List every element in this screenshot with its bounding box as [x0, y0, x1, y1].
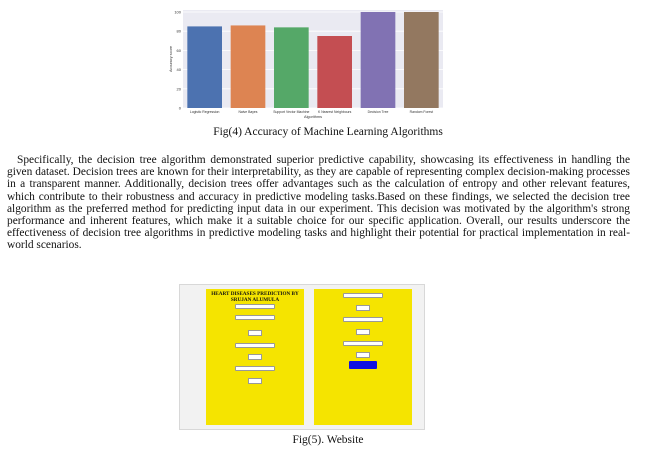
- website-field-label: [317, 337, 409, 340]
- website-predict-button: [349, 361, 377, 369]
- website-title: HEART DISEASES PREDICTION BY SRUJAN ALUMULA: [211, 291, 299, 303]
- y-axis-label: Accuracy score: [169, 46, 173, 72]
- website-fbs-input: [235, 366, 275, 371]
- x-tick-label: Logistic Regression: [189, 110, 220, 114]
- bar: [187, 26, 222, 108]
- website-field-label: [209, 373, 301, 376]
- bar: [231, 25, 266, 108]
- website-form-panel-right: [314, 289, 412, 425]
- y-tick-label: 80: [176, 28, 181, 34]
- website-field-label: [209, 311, 301, 314]
- x-tick-label: Support Vector Machine: [273, 110, 310, 114]
- website-ca-input: [343, 341, 383, 346]
- x-tick-label: Decision Tree: [367, 110, 389, 114]
- website-exang-select: [356, 305, 370, 311]
- y-tick-label: 60: [176, 47, 181, 53]
- y-tick-label: 0: [178, 105, 181, 111]
- website-age-input: [235, 304, 275, 309]
- website-bp-input: [235, 343, 275, 348]
- website-sex-input: [235, 315, 275, 320]
- website-field-label: [209, 350, 301, 353]
- website-screenshot: [179, 284, 425, 430]
- website-cp-select: [248, 330, 262, 336]
- website-form-panel-left: [206, 289, 304, 425]
- y-tick-label: 20: [176, 86, 181, 92]
- website-oldpeak-input: [343, 317, 383, 322]
- figure-5-caption: Fig(5). Website: [292, 434, 364, 446]
- x-tick-label: K Nearest Neighbours: [317, 110, 352, 114]
- body-paragraph: Specifically, the decision tree algorithm demonstrated superior predictive capability, showcasing its effectiveness in handling the given dataset. Decision trees are known for their interpretability, as they are capable of representing complex decision-making processes in a transparent manner. Additionally, decision trees offer advantages such as the calculation of entropy and other relevant features, which contribute to their robustness and accuracy in predictive modeling tasks.Based on these findings, we selected the decision tree algorithm as the preferred method for predicting input data in our experiment. This decision was motivated by the algorithm's strong performance and inherent features, which make it a suitable choice for our specific application. Overall, our results underscore the effectiveness of decision tree algorithms in predictive modeling tasks and highlight their potential for practical implementation in real-world scenarios.: [7, 154, 630, 252]
- website-slope-select: [356, 329, 370, 335]
- website-thalach-input: [343, 293, 383, 298]
- y-tick-label: 100: [174, 9, 181, 15]
- website-field-label: [317, 348, 409, 351]
- website-ecg-select: [248, 378, 262, 384]
- website-field-label: [209, 362, 301, 365]
- chart-svg: [167, 4, 447, 122]
- x-tick-label: Random Forest: [409, 110, 434, 114]
- website-field-label: [317, 324, 409, 327]
- website-thal-select: [356, 352, 370, 358]
- bar: [274, 27, 309, 108]
- bar: [404, 12, 439, 108]
- website-result-text: [317, 372, 409, 375]
- website-chol-input: [248, 354, 262, 360]
- accuracy-bar-chart: [167, 4, 447, 122]
- x-tick-label: Naive Bayes: [238, 110, 258, 114]
- bar: [317, 36, 352, 108]
- website-field-label: [317, 300, 409, 303]
- website-field-label: [209, 338, 301, 341]
- x-axis-label: Algorithms: [304, 115, 322, 119]
- website-field-hint: [209, 326, 301, 329]
- website-field-label: [317, 313, 409, 316]
- figure-4-caption: Fig(4) Accuracy of Machine Learning Algorithms: [213, 126, 443, 138]
- bar: [361, 12, 396, 108]
- y-tick-label: 40: [176, 67, 181, 73]
- website-field-label: [317, 289, 409, 292]
